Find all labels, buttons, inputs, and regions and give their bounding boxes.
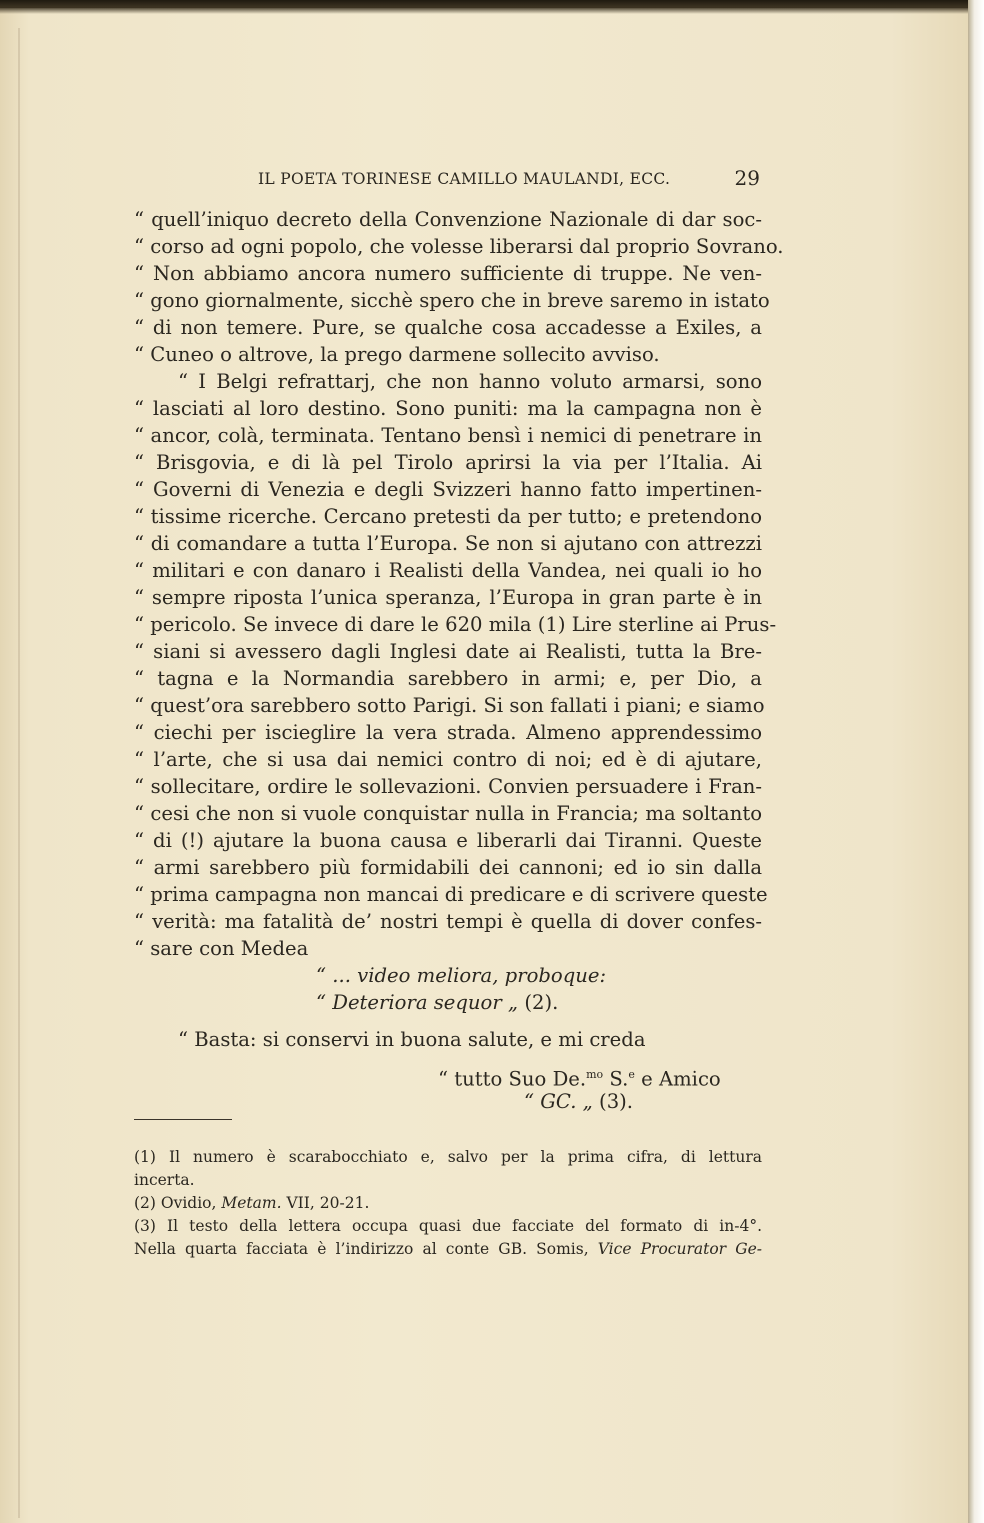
footnote-line: incerta. (134, 1171, 195, 1189)
book-page (0, 8, 968, 1523)
text-line: “ Cuneo o altrove, la prego darmene sollecito avviso. (134, 343, 660, 366)
quotation-verse (134, 989, 762, 1016)
superscript: mo (586, 1068, 604, 1081)
footnote-line (134, 1238, 762, 1261)
letter-text (134, 206, 784, 1119)
text-line: “ gono giornalmente, sicchè spero che in breve saremo in istato (134, 289, 770, 312)
footnote-1 (134, 1146, 762, 1192)
text-line: “ Non abbiamo ancora numero sufficiente di truppe. Ne ven- (134, 262, 762, 285)
signoff-text: e Amico (641, 1067, 721, 1091)
footnote-ref: (2). (524, 991, 559, 1014)
text-line: “ I Belgi refrattarj, che non hanno voluto armarsi, sono (178, 370, 762, 393)
text-line: “ cesi che non si vuole conquistar nulla in Francia; ma soltanto (134, 802, 762, 825)
text-line: “ quest’ora sarebbero sotto Parigi. Si son fallati i piani; e siamo (134, 694, 765, 717)
running-header (258, 166, 766, 196)
footnote-italic: Vice Procurator Ge- (597, 1240, 762, 1258)
text-line: “ di (!) ajutare la buona causa e liberarli dai Tiranni. Queste (134, 829, 762, 852)
footnote-ref: (3). (599, 1090, 634, 1113)
signoff-text: “ tutto Suo De. (438, 1067, 587, 1091)
text-line: “ siani si avessero dagli Inglesi date ai Realisti, tutta la Bre- (134, 640, 762, 663)
text-line: “ sollecitare, ordire le sollevazioni. Convien persuadere i Fran- (134, 775, 762, 798)
text-line: “ l’arte, che si usa dai nemici contro di noi; ed è di ajutare, (134, 748, 762, 771)
superscript: e (628, 1068, 635, 1081)
text-line: “ pericolo. Se invece di dare le 620 mila (1) Lire sterline ai Prus- (134, 613, 777, 636)
footnotes (134, 1146, 762, 1261)
text-line: “ ciechi per iscieglire la vera strada. Almeno apprendessimo (134, 721, 762, 744)
text-line: “ verità: ma fatalità de’ nostri tempi è quella di dover confes- (134, 910, 762, 933)
signature-initials: “ GC. „ (524, 1090, 593, 1113)
text-line: “ di non temere. Pure, se qualche cosa accadesse a Exiles, a (134, 316, 762, 339)
footnote-text: VII, 20-21. (286, 1194, 370, 1212)
footnote-line: (1) Il numero è scarabocchiato e, salvo per la prima cifra, di lettura (134, 1148, 762, 1166)
footnote-line: (3) Il testo della lettera occupa quasi due facciate del formato di in-4°. (134, 1217, 762, 1235)
text-line: “ tagna e la Normandia sarebbero in armi; e, per Dio, a (134, 667, 762, 690)
signoff-text: S. (609, 1067, 629, 1091)
text-line: “ Brisgovia, e di là pel Tirolo aprirsi la via per l’Italia. Ai (134, 451, 762, 474)
gutter-shadow (18, 28, 20, 1518)
footnote-3 (134, 1215, 762, 1261)
page-number: 29 (734, 166, 760, 190)
text-line: “ corso ad ogni popolo, che volesse liberarsi dal proprio Sovrano. (134, 235, 784, 258)
page-right-edge (968, 0, 984, 1523)
text-line: “ ancor, colà, terminata. Tentano bensì i nemici di penetrare in (134, 424, 762, 447)
text-line: “ armi sarebbero più formidabili dei cannoni; ed io sin dalla (134, 856, 762, 879)
text-line: “ di comandare a tutta l’Europa. Se non si ajutano con attrezzi (134, 532, 762, 555)
footnote-2 (134, 1192, 762, 1215)
closing-line: “ Basta: si conservi in buona salute, e mi creda (178, 1028, 646, 1051)
text-line: “ quell’iniquo decreto della Convenzione Nazionale di dar soc- (134, 208, 762, 231)
text-line: “ sempre riposta l’unica speranza, l’Europa in gran parte è in (134, 586, 762, 609)
text-line: “ prima campagna non mancai di predicare e di scrivere queste (134, 883, 768, 906)
footnote-divider (134, 1119, 232, 1120)
text-line: “ Governi di Venezia e degli Svizzeri hanno fatto impertinen- (134, 478, 762, 501)
footnote-text: Nella quarta facciata è l’indirizzo al conte GB. Somis, (134, 1240, 589, 1258)
text-line: “ lasciati al loro destino. Sono puniti: ma la campagna non è (134, 397, 762, 420)
footnote-text: (2) Ovidio, (134, 1194, 217, 1212)
page-top-edge (0, 0, 984, 14)
verse-text: “ Deteriora sequor „ (316, 991, 519, 1014)
footnote-italic: Metam. (221, 1194, 282, 1212)
quotation-verse: “ ... video meliora, proboque: (316, 964, 607, 987)
text-line: “ tissime ricerche. Cercano pretesti da per tutto; e pretendono (134, 505, 762, 528)
running-title: IL POETA TORINESE CAMILLO MAULANDI, ECC. (258, 170, 671, 188)
text-line: “ sare con Medea (134, 937, 309, 960)
text-line: “ militari e con danaro i Realisti della Vandea, nei quali io ho (134, 559, 762, 582)
